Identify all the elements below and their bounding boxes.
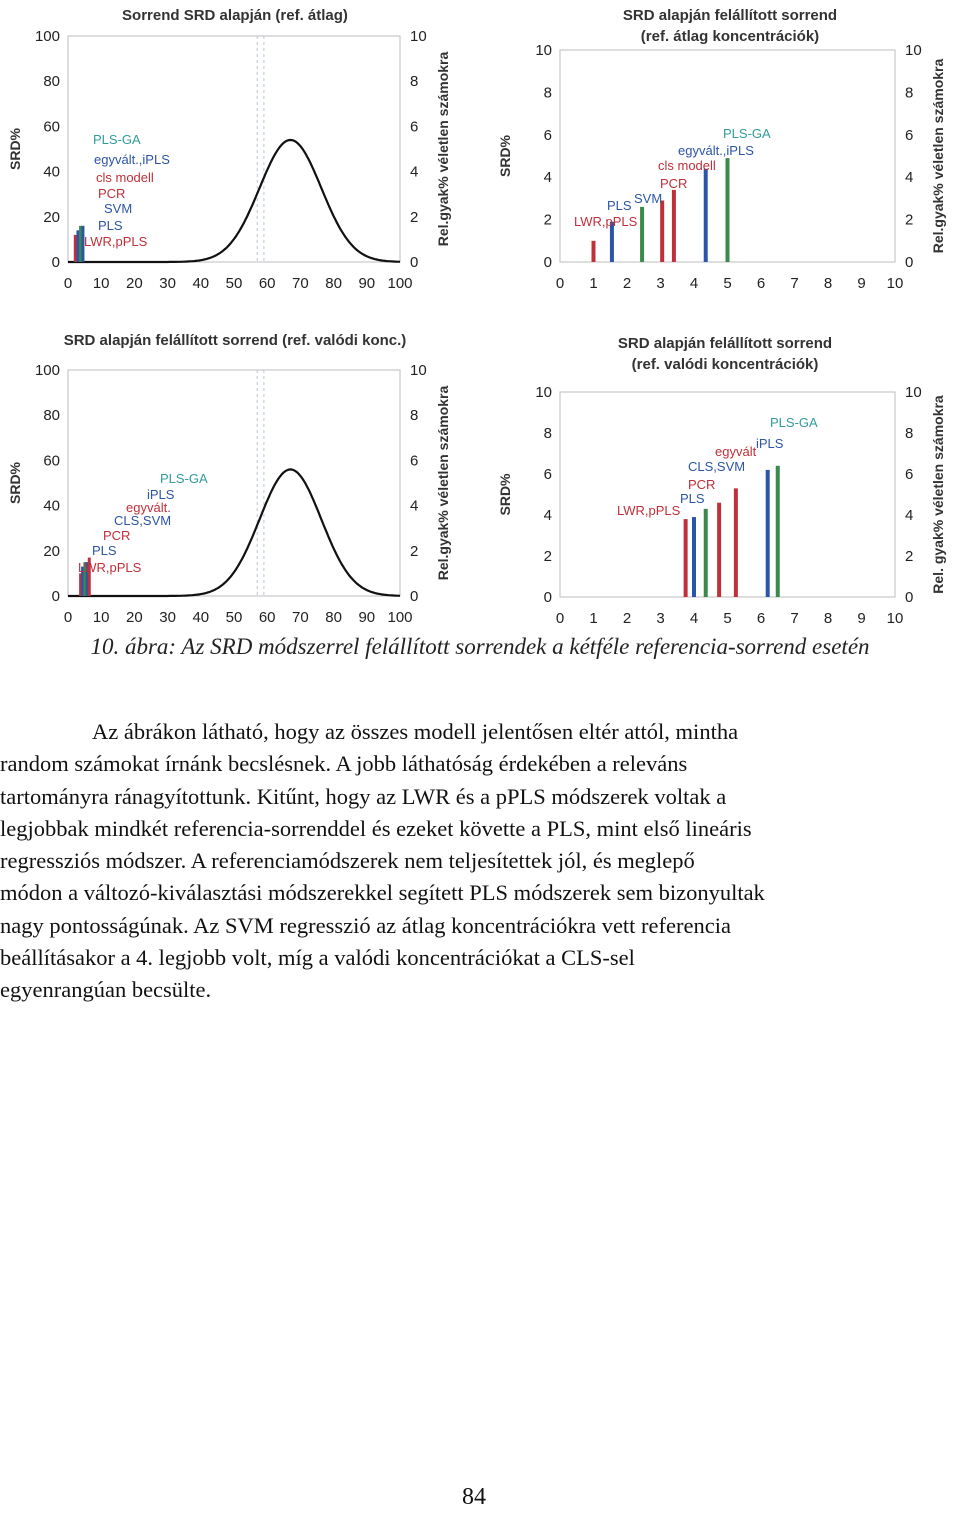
model-bar: [640, 207, 644, 262]
x-tick-label: 5: [723, 275, 732, 292]
x-tick-label: 6: [756, 275, 766, 292]
x-tick-label: 2: [622, 275, 632, 292]
chart-panel-3: [0, 325, 470, 625]
y-tick-label: 0: [51, 588, 60, 605]
x-tick-label: 2: [622, 610, 632, 625]
x-tick-label: 80: [325, 609, 342, 625]
x-tick-label: 8: [823, 610, 833, 625]
x-tick-label: 40: [192, 609, 210, 625]
y-right-tick-label: 2: [410, 542, 419, 560]
y-right-tick-label: 8: [905, 425, 914, 442]
x-tick-label: 90: [358, 275, 376, 292]
model-bar: [726, 158, 730, 262]
y-tick-label: 40: [43, 163, 60, 181]
y-axis-label: SRD%: [7, 127, 23, 171]
model-bar: [776, 466, 780, 597]
y-right-tick-label: 6: [905, 466, 914, 483]
model-label: CLS,SVM: [688, 459, 746, 474]
chart-title: Sorrend SRD alapján (ref. átlag): [122, 7, 348, 24]
x-tick-label: 0: [555, 610, 565, 625]
y-right-tick-label: 10: [905, 384, 922, 401]
y-tick-label: 80: [43, 73, 60, 91]
y-right-tick-label: 10: [410, 28, 427, 45]
model-label: CLS,SVM: [114, 513, 172, 528]
x-tick-label: 0: [63, 609, 73, 625]
y-tick-label: 60: [43, 452, 60, 470]
x-tick-label: 10: [886, 610, 904, 625]
x-tick-label: 3: [656, 610, 665, 625]
y-right-tick-label: 0: [905, 254, 914, 271]
body-line: beállításakor a 4. legjobb volt, míg a valódi koncentrációkat a CLS-sel: [0, 945, 635, 971]
x-tick-label: 7: [790, 275, 799, 292]
y-axis-label: SRD%: [497, 473, 513, 516]
body-line: módon a változó-kiválasztási módszerekkel segített PLS módszerek sem bizonyultak: [0, 880, 765, 906]
chart-srd-ref-atlag-zoom: [490, 0, 960, 300]
model-label: LWR,pPLS: [84, 234, 148, 249]
model-bar: [74, 235, 77, 262]
model-bar: [766, 470, 770, 597]
model-bar: [692, 517, 696, 597]
y-right-tick-label: 6: [905, 126, 914, 144]
model-label: PLS: [98, 218, 123, 233]
model-label: egyvált.,iPLS: [678, 143, 754, 158]
y-tick-label: 80: [43, 407, 60, 425]
y-right-tick-label: 6: [410, 452, 419, 470]
body-line: tartományra ránagyítottunk. Kitűnt, hogy az LWR és a pPLS módszerek voltak a: [0, 783, 727, 809]
plot-area: [560, 392, 895, 597]
x-tick-label: 10: [886, 275, 904, 292]
model-label: cls modell: [658, 158, 716, 173]
y-tick-label: 4: [543, 507, 552, 524]
x-tick-label: 4: [689, 610, 699, 625]
model-bar: [734, 488, 738, 597]
y-right-axis-label: Rel.gyak% véletlen számokra: [435, 385, 451, 581]
y-right-tick-label: 4: [410, 163, 419, 181]
y-tick-label: 6: [543, 466, 552, 483]
model-label: PLS: [607, 198, 632, 213]
chart-panel-1: [0, 0, 470, 300]
y-right-tick-label: 0: [410, 588, 419, 605]
model-bar: [704, 509, 708, 597]
y-right-axis-label: Rel.gyak% véletlen számokra: [435, 51, 451, 247]
y-tick-label: 8: [543, 425, 552, 442]
y-right-tick-label: 8: [410, 407, 419, 425]
y-tick-label: 20: [43, 542, 60, 560]
x-tick-label: 6: [756, 610, 766, 625]
model-label: cls modell: [96, 170, 154, 185]
x-tick-label: 30: [159, 609, 176, 625]
y-axis-label: SRD%: [497, 134, 513, 178]
y-tick-label: 0: [543, 589, 552, 606]
model-label: PLS: [92, 543, 117, 558]
y-right-tick-label: 10: [410, 362, 427, 379]
y-right-tick-label: 4: [905, 507, 914, 524]
x-tick-label: 9: [857, 610, 866, 625]
model-label: egyvált.,iPLS: [94, 152, 170, 167]
x-tick-label: 100: [387, 275, 413, 292]
y-right-axis-label: Rel. gyak% véletlen számokra: [930, 395, 946, 594]
x-tick-label: 50: [225, 275, 243, 292]
y-tick-label: 40: [43, 497, 60, 515]
body-line: nagy pontosságúnak. Az SVM regresszió az átlag koncentrációkra vett referencia: [0, 912, 731, 938]
chart-title: SRD alapján felállított sorrend: [617, 335, 833, 352]
x-tick-label: 50: [225, 609, 243, 625]
y-axis-label: SRD%: [7, 461, 23, 505]
chart-panel-4: [490, 325, 960, 625]
chart-title: SRD alapján felállított sorrend (ref. valódi konc.): [63, 332, 407, 349]
y-right-tick-label: 6: [410, 118, 419, 136]
x-tick-label: 60: [258, 275, 276, 292]
chart-srd-ref-valodi-zoom: [490, 325, 960, 625]
body-paragraph: [0, 716, 948, 1007]
y-tick-label: 10: [535, 42, 552, 59]
chart-subtitle: (ref. átlag koncentrációk): [640, 28, 820, 45]
x-tick-label: 30: [159, 275, 176, 292]
model-label: PCR: [688, 477, 716, 492]
model-label: PCR: [660, 176, 688, 191]
model-label: iPLS: [147, 487, 175, 502]
model-bar: [684, 519, 688, 597]
y-tick-label: 6: [543, 126, 552, 144]
model-bar: [704, 169, 708, 262]
model-label: PLS: [680, 491, 705, 506]
x-tick-label: 8: [823, 275, 833, 292]
model-bar: [592, 241, 596, 262]
x-tick-label: 70: [292, 275, 309, 292]
y-tick-label: 8: [543, 84, 552, 102]
x-tick-label: 40: [192, 275, 210, 292]
y-right-tick-label: 0: [410, 254, 419, 271]
y-right-tick-label: 4: [410, 497, 419, 515]
y-right-tick-label: 8: [905, 84, 914, 102]
y-right-axis-label: Rel.gyak% véletlen számokra: [930, 58, 946, 254]
x-tick-label: 9: [857, 275, 866, 292]
model-label: iPLS: [756, 436, 784, 451]
x-tick-label: 0: [63, 275, 73, 292]
model-label: LWR,pPLS: [574, 214, 638, 229]
x-tick-label: 5: [723, 610, 732, 625]
body-line: random számokat írnánk becslésnek. A jobb láthatóság érdekében a releváns: [0, 751, 688, 777]
x-tick-label: 10: [92, 609, 110, 625]
x-tick-label: 0: [555, 275, 565, 292]
model-label: LWR,pPLS: [78, 560, 142, 575]
model-label: PLS-GA: [160, 471, 208, 486]
y-tick-label: 60: [43, 118, 60, 136]
chart-srd-ref-valodi-wide: [0, 325, 470, 625]
y-right-tick-label: 2: [905, 548, 914, 565]
y-tick-label: 100: [34, 28, 60, 45]
model-label: PCR: [103, 528, 131, 543]
chart-title: SRD alapján felállított sorrend: [622, 7, 838, 24]
y-right-tick-label: 0: [905, 589, 914, 606]
x-tick-label: 4: [689, 275, 699, 292]
y-right-tick-label: 2: [410, 208, 419, 226]
model-bar: [660, 201, 664, 262]
model-label: SVM: [634, 191, 663, 206]
x-tick-label: 80: [325, 275, 342, 292]
model-label: PCR: [98, 186, 126, 201]
model-label: egyvált.: [126, 500, 171, 515]
body-line: regressziós módszer. A referenciamódszerek nem teljesítettek jól, és meglepő: [0, 848, 695, 874]
x-tick-label: 70: [292, 609, 309, 625]
y-tick-label: 0: [543, 254, 552, 271]
model-bar: [76, 230, 79, 262]
chart-srd-ref-atlag-wide: [0, 0, 470, 300]
body-line: legjobbak mindkét referencia-sorrenddel és ezeket követte a PLS, mint első lineáris: [0, 815, 752, 841]
y-right-tick-label: 2: [905, 211, 914, 229]
x-tick-label: 1: [589, 275, 598, 292]
x-tick-label: 3: [656, 275, 665, 292]
x-tick-label: 100: [387, 609, 413, 625]
body-line: egyenrangúan becsülte.: [0, 977, 212, 1003]
x-tick-label: 20: [126, 609, 143, 625]
figure-caption: 10. ábra: Az SRD módszerrel felállított sorrendek a kétféle referencia-sorrend esetén: [90, 634, 870, 659]
model-label: PLS-GA: [723, 126, 771, 141]
x-tick-label: 10: [92, 275, 110, 292]
model-label: egyvált: [715, 444, 757, 459]
y-tick-label: 10: [535, 384, 552, 401]
y-tick-label: 0: [51, 254, 60, 271]
model-label: LWR,pPLS: [617, 503, 681, 518]
y-right-tick-label: 10: [905, 42, 922, 59]
y-tick-label: 2: [543, 211, 552, 229]
y-tick-label: 20: [43, 208, 60, 226]
model-bar: [717, 503, 721, 597]
y-tick-label: 4: [543, 169, 552, 187]
model-label: SVM: [104, 201, 133, 216]
page-number: 84: [462, 1484, 486, 1510]
y-right-tick-label: 4: [905, 169, 914, 187]
y-right-tick-label: 8: [410, 73, 419, 91]
model-label: PLS-GA: [93, 132, 141, 147]
x-tick-label: 7: [790, 610, 799, 625]
x-tick-label: 60: [258, 609, 276, 625]
model-bar: [672, 190, 676, 262]
x-tick-label: 20: [126, 275, 143, 292]
chart-subtitle: (ref. valódi koncentrációk): [631, 356, 819, 373]
x-tick-label: 90: [358, 609, 376, 625]
y-tick-label: 2: [543, 548, 552, 565]
y-tick-label: 100: [34, 362, 60, 379]
model-label: PLS-GA: [770, 415, 818, 430]
x-tick-label: 1: [589, 610, 598, 625]
chart-panel-2: [490, 0, 960, 300]
body-line: Az ábrákon látható, hogy az összes modell jelentősen eltér attól, mintha: [92, 719, 739, 744]
